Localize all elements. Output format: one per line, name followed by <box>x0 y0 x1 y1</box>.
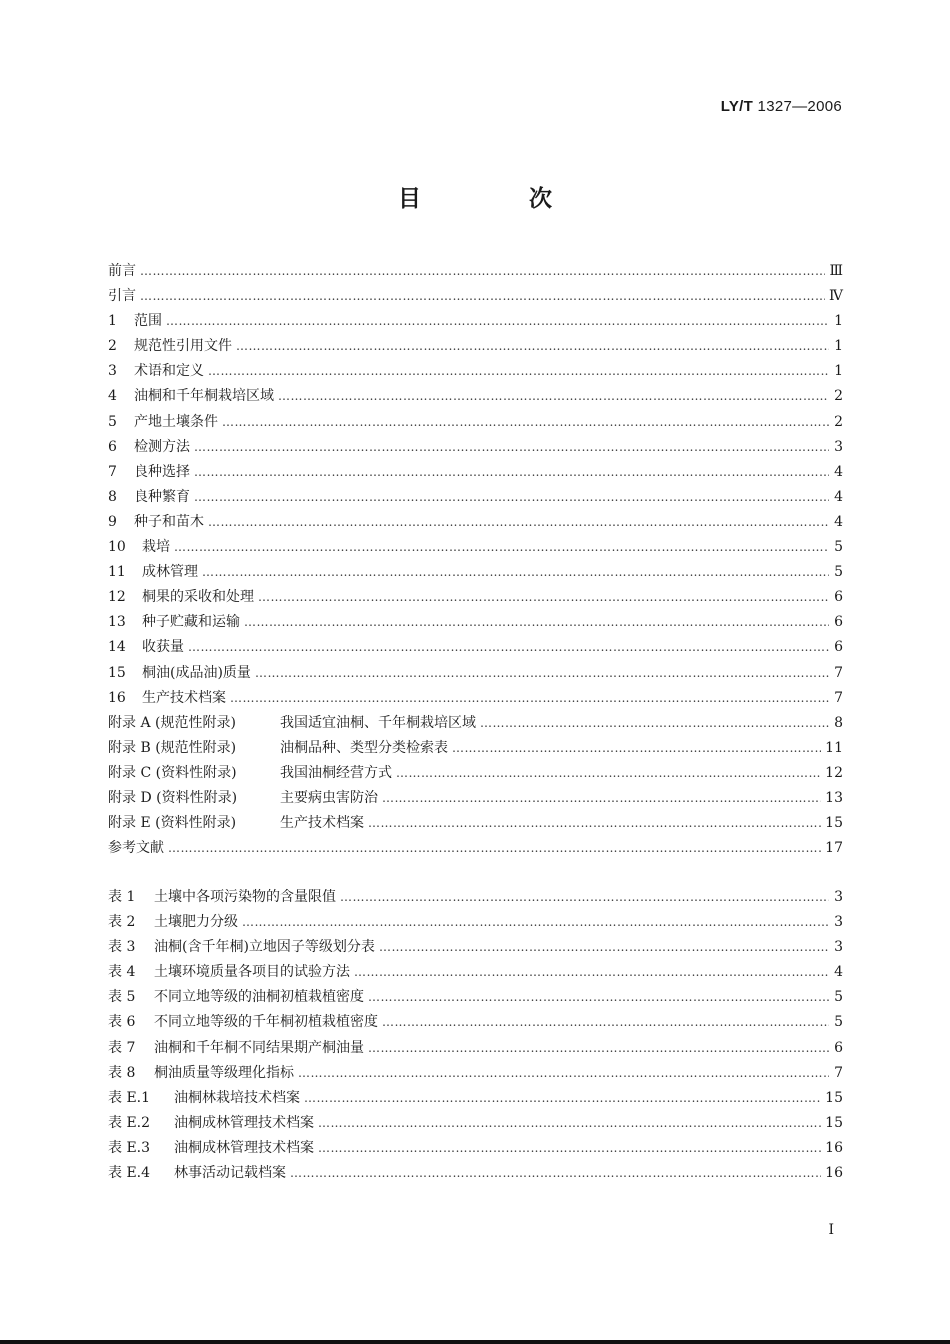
entry-label: 生产技术档案 <box>142 689 226 706</box>
dot-leader <box>304 1086 821 1111</box>
dot-leader <box>298 1061 829 1086</box>
entry-number: 9 <box>108 513 117 530</box>
table-list-entry[interactable] <box>108 1036 843 1061</box>
entry-page-number: 12 <box>825 764 843 781</box>
dot-leader <box>318 1111 821 1136</box>
entry-label: 油桐和千年桐不同结果期产桐油量 <box>154 1039 364 1056</box>
toc-entry[interactable] <box>108 711 843 736</box>
entry-page-number: 8 <box>834 714 843 731</box>
toc-entry[interactable] <box>108 309 843 334</box>
entry-number: 表 6 <box>108 1014 136 1031</box>
bottom-border <box>0 1340 950 1344</box>
entry-label: 土壤中各项污染物的含量限值 <box>154 889 336 905</box>
entry-page-number: 4 <box>834 463 843 480</box>
entry-number: 表 3 <box>108 939 136 956</box>
table-list-entry[interactable] <box>108 935 843 960</box>
dot-leader <box>278 384 829 409</box>
entry-number: 表 E.3 <box>108 1139 151 1156</box>
entry-page-number: 6 <box>834 614 843 631</box>
entry-label: 良种繁育 <box>134 488 190 505</box>
toc-entry[interactable] <box>108 435 843 460</box>
entry-page-number: 7 <box>834 689 843 706</box>
entry-page-number: 3 <box>834 914 843 931</box>
entry-page-number: 3 <box>834 438 843 455</box>
toc-entry[interactable] <box>108 761 843 786</box>
dot-leader <box>452 736 821 761</box>
entry-page-number: 16 <box>825 1139 843 1156</box>
entry-page-number: 2 <box>834 413 843 430</box>
entry-number: 表 2 <box>108 914 136 931</box>
table-list-entry[interactable] <box>108 985 843 1010</box>
entry-page-number: 2 <box>834 388 843 405</box>
entry-label: 种子和苗木 <box>134 513 204 530</box>
entry-number: 1 <box>108 313 117 330</box>
entry-label: 桐果的采收和处理 <box>142 589 254 606</box>
dot-leader <box>368 985 829 1010</box>
table-list-entry[interactable] <box>108 1061 843 1086</box>
entry-label: 范围 <box>134 313 162 330</box>
entry-label: 收获量 <box>142 639 184 656</box>
entry-page-number: 15 <box>825 815 843 832</box>
entry-number: 附录 D (资料性附录) <box>108 789 238 806</box>
entry-page-number: 6 <box>834 589 843 606</box>
dot-leader <box>230 686 829 711</box>
toc-entry[interactable] <box>108 359 843 384</box>
entry-label: 种子贮藏和运输 <box>142 614 240 631</box>
entry-label: 术语和定义 <box>134 363 204 380</box>
table-list-entry[interactable] <box>108 1010 843 1035</box>
dot-leader <box>222 410 829 435</box>
entry-number: 表 5 <box>108 989 136 1006</box>
entry-number: 表 8 <box>108 1064 136 1081</box>
toc-entry[interactable] <box>108 460 843 485</box>
table-list-entry[interactable] <box>108 1161 843 1186</box>
entry-page-number: 17 <box>825 840 843 857</box>
entry-label: 桐油质量等级理化指标 <box>154 1064 294 1081</box>
toc-entry[interactable] <box>108 334 843 359</box>
entry-label: 主要病虫害防治 <box>280 789 378 806</box>
entry-page-number: 15 <box>825 1089 843 1106</box>
dot-leader <box>368 1036 829 1061</box>
entry-label: 油桐和千年桐栽培区域 <box>134 388 274 405</box>
table-list-entry[interactable] <box>108 1111 843 1136</box>
entry-number: 12 <box>108 589 126 606</box>
dot-leader <box>244 610 829 635</box>
entry-number: 表 7 <box>108 1039 136 1056</box>
entry-number: 7 <box>108 463 117 480</box>
entry-number: 附录 E (资料性附录) <box>108 815 237 832</box>
dot-leader <box>174 535 829 560</box>
entry-label: 成林管理 <box>142 564 198 581</box>
toc-entry[interactable] <box>108 610 843 635</box>
entry-label: 前言 <box>108 263 136 279</box>
entry-number: 4 <box>108 388 117 405</box>
entry-page-number: 11 <box>825 739 843 756</box>
entry-page-number: 1 <box>834 313 843 330</box>
toc-entry[interactable] <box>108 485 843 510</box>
dot-leader <box>354 960 829 985</box>
entry-page-number: 5 <box>834 989 843 1006</box>
dot-leader <box>168 836 821 861</box>
entry-number: 表 E.1 <box>108 1089 151 1106</box>
dot-leader <box>382 1010 829 1035</box>
dot-leader <box>396 761 821 786</box>
toc-entry[interactable] <box>108 786 843 811</box>
entry-page-number: 16 <box>825 1165 843 1182</box>
entry-number: 表 4 <box>108 964 136 981</box>
entry-page-number: 6 <box>834 1039 843 1056</box>
table-list-entry[interactable] <box>108 1086 843 1111</box>
entry-page-number: Ⅲ <box>829 263 843 279</box>
toc-entry[interactable] <box>108 585 843 610</box>
entry-number: 10 <box>108 539 126 556</box>
toc-entry[interactable] <box>108 535 843 560</box>
dot-leader <box>194 460 829 485</box>
entry-number: 附录 B (规范性附录) <box>108 739 237 756</box>
toc-entry[interactable] <box>108 384 843 409</box>
entry-label: 林事活动记载档案 <box>174 1165 286 1182</box>
toc-entry[interactable] <box>108 686 843 711</box>
entry-page-number: 4 <box>834 488 843 505</box>
entry-label: 检测方法 <box>134 438 190 455</box>
dot-leader <box>290 1161 821 1186</box>
dot-leader <box>202 560 829 585</box>
entry-page-number: 7 <box>834 1064 843 1081</box>
toc-entry[interactable] <box>108 284 843 309</box>
standard-code-number: 1327—2006 <box>753 98 842 115</box>
entry-number: 11 <box>108 564 126 581</box>
entry-number: 16 <box>108 689 126 706</box>
entry-page-number: 4 <box>834 513 843 530</box>
entry-number: 2 <box>108 338 117 355</box>
entry-label: 生产技术档案 <box>280 815 364 832</box>
entry-page-number: 4 <box>834 964 843 981</box>
entry-page-number: 5 <box>834 1014 843 1031</box>
toc-entry[interactable] <box>108 635 843 660</box>
entry-number: 附录 C (资料性附录) <box>108 764 237 781</box>
toc-entry[interactable] <box>108 560 843 585</box>
entry-page-number: 13 <box>825 789 843 806</box>
entry-label: 我国适宜油桐、千年桐栽培区域 <box>280 714 476 731</box>
entry-number: 表 E.2 <box>108 1114 151 1131</box>
entry-label: 规范性引用文件 <box>134 338 232 355</box>
dot-leader <box>382 786 821 811</box>
entry-number: 6 <box>108 438 117 455</box>
entry-label: 引言 <box>108 288 136 305</box>
dot-leader <box>140 284 825 309</box>
entry-page-number: 3 <box>834 889 843 905</box>
entry-page-number: 5 <box>834 564 843 581</box>
toc-entry[interactable] <box>108 736 843 761</box>
entry-label: 油桐成林管理技术档案 <box>174 1139 314 1156</box>
dot-leader <box>194 435 829 460</box>
dot-leader <box>140 259 825 284</box>
entry-label: 土壤环境质量各项目的试验方法 <box>154 964 350 981</box>
entry-label: 我国油桐经营方式 <box>280 764 392 781</box>
entry-page-number: Ⅳ <box>829 288 843 305</box>
entry-label: 不同立地等级的油桐初植栽植密度 <box>154 989 364 1006</box>
entry-number: 14 <box>108 639 126 656</box>
list-of-tables <box>108 885 843 1186</box>
entry-number: 8 <box>108 488 117 505</box>
entry-label: 产地土壤条件 <box>134 413 218 430</box>
dot-leader <box>340 885 829 910</box>
toc-entry[interactable] <box>108 661 843 686</box>
page-number: I <box>828 1222 834 1238</box>
entry-label: 油桐品种、类型分类检索表 <box>280 739 448 756</box>
page-title: 目 次 <box>397 186 602 212</box>
entry-label: 油桐林栽培技术档案 <box>174 1089 300 1106</box>
dot-leader <box>480 711 829 736</box>
standard-code <box>721 98 842 115</box>
entry-number: 3 <box>108 363 117 380</box>
standard-code-prefix: LY/T <box>720 98 754 115</box>
entry-number: 附录 A (规范性附录) <box>108 714 236 731</box>
toc-entry[interactable] <box>108 410 843 435</box>
entry-label: 栽培 <box>142 539 170 556</box>
entry-label: 参考文献 <box>108 840 164 857</box>
table-list-entry[interactable] <box>108 910 843 935</box>
table-list-entry[interactable] <box>108 960 843 985</box>
dot-leader <box>318 1136 821 1161</box>
entry-number: 5 <box>108 413 117 430</box>
dot-leader <box>368 811 821 836</box>
entry-label: 油桐(含千年桐)立地因子等级划分表 <box>154 939 375 956</box>
toc-entry[interactable] <box>108 836 843 861</box>
dot-leader <box>258 585 829 610</box>
table-list-entry[interactable] <box>108 1136 843 1161</box>
entry-page-number: 3 <box>834 939 843 956</box>
table-of-contents <box>108 259 843 861</box>
dot-leader <box>208 359 829 384</box>
entry-label: 土壤肥力分级 <box>154 914 238 931</box>
entry-page-number: 5 <box>834 539 843 556</box>
entry-number: 13 <box>108 614 126 631</box>
entry-page-number: 15 <box>825 1114 843 1131</box>
entry-label: 不同立地等级的千年桐初植栽植密度 <box>154 1014 378 1031</box>
toc-entry[interactable] <box>108 510 843 535</box>
entry-page-number: 1 <box>834 338 843 355</box>
entry-number: 表 1 <box>108 889 136 905</box>
entry-label: 桐油(成品油)质量 <box>142 664 251 681</box>
entry-number: 15 <box>108 664 126 681</box>
dot-leader <box>208 510 829 535</box>
toc-entry[interactable] <box>108 259 843 284</box>
dot-leader <box>379 935 829 960</box>
entry-page-number: 1 <box>834 363 843 380</box>
dot-leader <box>242 910 829 935</box>
dot-leader <box>236 334 829 359</box>
table-list-entry[interactable] <box>108 885 843 910</box>
entry-label: 油桐成林管理技术档案 <box>174 1114 314 1131</box>
entry-number: 表 E.4 <box>108 1165 151 1182</box>
entry-page-number: 6 <box>834 639 843 656</box>
dot-leader <box>188 635 829 660</box>
dot-leader <box>166 309 829 334</box>
entry-label: 良种选择 <box>134 463 190 480</box>
toc-entry[interactable] <box>108 811 843 836</box>
dot-leader <box>255 661 829 686</box>
entry-page-number: 7 <box>834 664 843 681</box>
dot-leader <box>194 485 829 510</box>
